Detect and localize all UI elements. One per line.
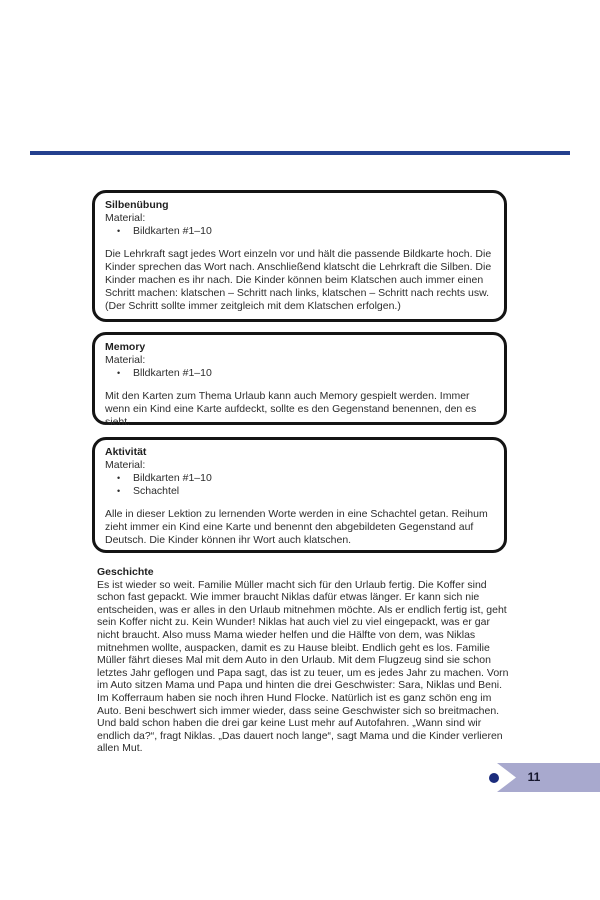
header-divider-rule: [30, 151, 570, 155]
box-title: Memory: [105, 341, 146, 353]
page-marker-dot-icon: [489, 773, 499, 783]
material-item: • Bildkarten #1–10: [105, 472, 494, 485]
material-list: [105, 367, 494, 380]
activity-box-aktivitaet: [92, 437, 507, 553]
material-label: Material:: [105, 212, 146, 224]
box-title: Aktivität: [105, 446, 147, 458]
material-list: [105, 225, 494, 238]
material-list: [105, 472, 494, 498]
page-number-tab: [497, 763, 600, 792]
activity-box-silbenuebung: [92, 190, 507, 322]
box-body-text: Die Lehrkraft sagt jedes Wort einzeln vor und hält die passende Bildkarte hoch. Die Kinder sprechen das Wort nach. Anschließend klatscht die Lehrkraft die Silben. Die Kinder machen es ihr nach. Die Kinder können beim Klatschen auch immer einen Schritt machen: klatschen – Schritt nach links, klatschen – Schritt nach rechts usw. (Der Schritt sollte immer zeitgleich mit dem Klatschen erfolgen.): [105, 248, 492, 312]
material-label: Material:: [105, 459, 146, 471]
activity-box-memory: [92, 332, 507, 428]
page-number: 11: [527, 770, 541, 784]
material-item: • Schachtel: [105, 485, 494, 498]
story-title: Geschichte: [97, 566, 154, 578]
material-item: • Bildkarten #1–10: [105, 225, 494, 238]
box-body-text: Alle in dieser Lektion zu lernenden Worte werden in eine Schachtel getan. Reihum zieht immer ein Kind eine Karte und benennt den abgebildeten Gegenstand auf Deutsch. Die Kinder können ihr Wort auch klatschen.: [105, 508, 488, 546]
story-section: [97, 566, 509, 755]
material-item: • Blldkarten #1–10: [105, 367, 494, 380]
story-body-text: Es ist wieder so weit. Familie Müller macht sich für den Urlaub fertig. Die Koffer sind schon fast gepackt. Wie immer braucht Niklas dafür etwas länger. Er kann sich nie entscheiden, was er alles in den Urlaub mitnehmen möchte. Als er endlich fertig ist, geht sein Koffer nicht zu. Kein Wunder! Niklas hat auch viel zu viel eingepackt, was er gar nicht braucht. Also muss Mama wieder helfen und die Hälfte von dem, was Niklas mitnehmen wollte, auspacken, damit es zu Hause bleibt. Endlich geht es los. Familie Müller fährt dieses Mal mit dem Auto in den Urlaub. Mit dem Flugzeug sind sie schon letztes Jahr geflogen und Papa sagt, das ist zu teuer, um es jedes Jahr zu machen. Vorn im Auto sitzen Mama und Papa und hinten die drei Geschwister: Sara, Niklas und Beni. Im Kofferraum haben sie noch ihren Hund Flocke. Natürlich ist es ganz schön eng im Auto. Beni beschwert sich immer wieder, dass seine Geschwister sich so breitmachen. Und bald schon haben die drei gar keine Lust mehr auf Autofahren. „Wann sind wir endlich da?“, fragt Niklas. „Das dauert noch lange“, sagt Mama und die Kinder verlieren allen Mut.: [97, 578, 509, 755]
box-title: Silbenübung: [105, 199, 169, 211]
box-body-text: Mit den Karten zum Thema Urlaub kann auch Memory gespielt werden. Immer wenn ein Kind eine Karte aufdeckt, sollte es den Gegenstand benennen, den es sieht.: [105, 390, 477, 428]
material-label: Material:: [105, 354, 146, 366]
